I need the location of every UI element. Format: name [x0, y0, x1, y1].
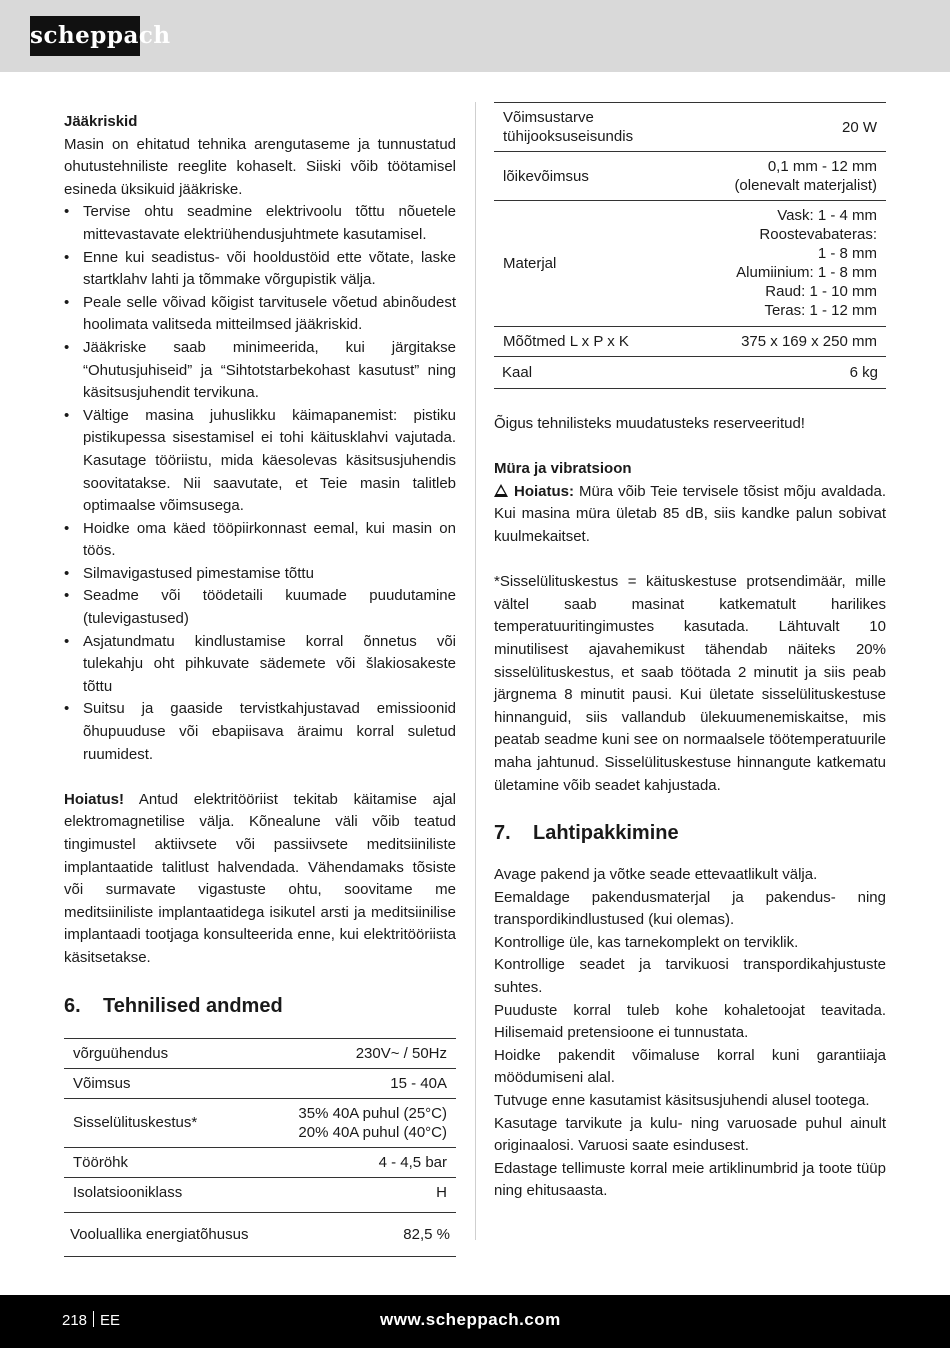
- right-column: [494, 102, 886, 1203]
- spec-value: Vask: 1 - 4 mm Roostevabateras: 1 - 8 mm Alumiinium: 1 - 8 mm Raud: 1 - 10 mm Teras: 1 - 12 mm: [736, 207, 877, 319]
- section-7-heading: [494, 819, 886, 847]
- noise-warning: [494, 481, 886, 549]
- spec-label: Vooluallika energiatõhusus: [70, 1225, 249, 1243]
- list-item: • Jääkriske saab minimeerida, kui järgitakse “Ohutusjuhiseid” ja “Sihtotstarbekohast kasutust” ning käsitsusjuhendit tervikuna.: [64, 337, 456, 405]
- scheppach-logo: scheppach: [30, 16, 140, 56]
- footer-separator: [93, 1311, 94, 1327]
- noise-warning-text: Müra võib Teie tervisele tõsist mõju avaldada. Kui masina müra ületab 85 dB, siis kandke palun sobivat kuulmekaitset.: [494, 482, 886, 545]
- table-row: [64, 1098, 456, 1147]
- unpack-step: Kontrollige seadet ja tarvikuosi transpordikahjustuste suhtes.: [494, 956, 886, 997]
- table-row: [494, 357, 886, 389]
- unpack-step: Hoidke pakendit võimaluse korral kuni garantiiaja möödumiseni alal.: [494, 1046, 886, 1087]
- section-title: Tehnilised andmed: [103, 994, 283, 1017]
- column-divider: [475, 102, 476, 1240]
- list-item: • Seadme või töödetaili kuumade puudutamine (tulevigastused): [64, 585, 456, 630]
- risks-list: [64, 201, 456, 766]
- section-title: Lahtipakkimine: [533, 822, 679, 845]
- spec-value: 15 - 40A: [390, 1074, 447, 1092]
- page-number-value: 218: [62, 1312, 88, 1329]
- list-item: • Vältige masina juhuslikku käimapanemist: pistiku pistikupessa sisestamisel ei tohi käitusklahvi vajutada. Kasutage tööriistu, mida käesolevas käsitsusjuhendis soovitatakse. Nii saavutate, et Teie masin talitleb optimaalse võimsusega.: [64, 405, 456, 518]
- language-code: EE: [100, 1312, 121, 1329]
- spec-value: 20 W: [841, 118, 877, 136]
- table-row: [64, 1147, 456, 1177]
- duty-cycle-note: *Sisselülituskestus = käituskestuse protsendimäär, mille vältel saab masinat katkematult harilikes temperatuuritingimustes kasutada. Lähtuvalt 10 minutilisest ajavahemikust tähendab näiteks 20% sisselülituskestus, et saab töötada 2 minutit ja siis peab järgnema 8 minutit pausi. Kui ületate sisselülituskestuse hinnanguid, siis vallandub ülekuumenemiskaitse, mis peatab seadme kuni see on normaalsele töötemperatuurile maha jahtunud. Sisselülituskestuse hinnangute katkematu ületamine võib seadet kahjustada.: [494, 573, 886, 794]
- noise-title: Müra ja vibratsioon: [494, 460, 632, 478]
- spec-label: Mõõtmed L x P x K: [503, 333, 629, 350]
- spec-label: Kaal: [502, 364, 533, 381]
- list-item: • Enne kui seadistus- või hooldustöid ette võtate, laske startklahv lahti ja tõmmake võrgupistik välja.: [64, 247, 456, 292]
- list-item: • Suitsu ja gaaside tervistkahjustavad emissioonid õhupuuduse või ebapiisava äraimu korral suletud ruumidest.: [64, 698, 456, 766]
- warning-label: Hoiatus!: [64, 790, 124, 808]
- risks-title: Jääkriskid: [64, 113, 138, 130]
- page-number: [62, 1310, 120, 1332]
- unpack-step: Eemaldage pakendusmaterjal ja pakendus- ning transpordikindlustused (kui olemas).: [494, 888, 886, 929]
- section-number: 6.: [64, 994, 81, 1017]
- spec-value: 230V~ / 50Hz: [355, 1044, 447, 1062]
- spec-label: Võimsus: [73, 1074, 131, 1092]
- spec-label: Tööröhk: [73, 1153, 129, 1171]
- spec-value: 35% 40A puhul (25°C) 20% 40A puhul (40°C): [298, 1104, 447, 1141]
- table-row: [64, 1068, 456, 1098]
- section-6-heading: [64, 992, 456, 1020]
- spec-label: Sisselülituskestus*: [73, 1114, 198, 1132]
- list-item: • Tervise ohtu seadmine elektrivoolu tõttu nõuetele mittevastavate elektriühendusjuhtmete kasutamisel.: [64, 201, 456, 246]
- risks-intro: Masin on ehitatud tehnika arengutaseme ja tunnustatud ohutustehniliste reeglite kohaselt. Siiski võib töötamisel esineda üksikuid jääkriske.: [64, 135, 456, 198]
- table-row: [64, 1212, 456, 1256]
- spec-label: võrguühendus: [73, 1044, 169, 1062]
- unpack-step: Kontrollige üle, kas tarnekomplekt on terviklik.: [494, 933, 799, 951]
- left-column: [64, 111, 456, 1257]
- warning-triangle-icon: [494, 484, 508, 497]
- header-bar: [0, 0, 950, 72]
- list-item: • Asjatundmatu kindlustamise korral õnnetus või tulekahju oht pihkuvate sädemete või šlakiosakeste tõttu: [64, 631, 456, 699]
- list-item: • Hoidke oma käed tööpiirkonnast eemal, kui masin on töös.: [64, 518, 456, 563]
- section-number: 7.: [494, 822, 511, 845]
- unpack-step: Kasutage tarvikute ja kulu- ning varuosade puhul ainult originaalosi. Varuosi saate esindusest.: [494, 1114, 886, 1155]
- spec-label: Võimsustarve tühijooksuseisundis: [503, 109, 634, 145]
- spec-label: lõikevõimsus: [503, 167, 589, 185]
- footer-bar: [0, 1295, 950, 1348]
- list-item: • Peale selle võivad kõigist tarvitusele võetud abinõudest hoolimata valitseda mitteilmsed jääkriskid.: [64, 292, 456, 337]
- list-item: • Silmavigastused pimestamise tõttu: [64, 563, 456, 586]
- spec-value: 0,1 mm - 12 mm (olenevalt materjalist): [734, 158, 877, 194]
- noise-warning-label: Hoiatus:: [514, 482, 574, 500]
- table-row: [494, 327, 886, 357]
- reserve-note: Õigus tehnilisteks muudatusteks reserveeritud!: [494, 415, 805, 432]
- unpack-step: Puuduste korral tuleb kohe kohaletoojat teavitada. Hilisemaid pretensioone ei tunnustata.: [494, 1001, 886, 1042]
- unpack-step: Tutvuge enne kasutamist käsitsusjuhendi alusel tootega.: [494, 1092, 870, 1110]
- tech-specs-table: [64, 1038, 456, 1257]
- table-row: [64, 1038, 456, 1068]
- table-row: [64, 1177, 456, 1212]
- spec-label: Materjal: [503, 255, 557, 272]
- spec-value: 375 x 169 x 250 mm: [741, 333, 877, 350]
- emf-warning: [64, 789, 456, 970]
- warning-text: Antud elektritööriist tekitab käitamise ajal elektromagnetilise välja. Kõnealune väli võib teatud tingimustel aktiivsete või passiivsete meditsiiniliste implantaatide talitlust halvendada. Vähendamaks tõsiste või surmavate vigastuste ohtu, soovitame me meditsiiniliste implantaatidega isikutel arsti ja meditsiinilise implantaadi tootjaga konsulteerida enne, kui elektritööriista käsitsetakse.: [64, 790, 456, 966]
- spec-label: Isolatsiooniklass: [73, 1183, 183, 1201]
- spec-value: 6 kg: [849, 364, 878, 381]
- unpack-step: Avage pakend ja võtke seade ettevaatlikult välja.: [494, 866, 818, 884]
- spec-value: 4 - 4,5 bar: [378, 1153, 447, 1171]
- tech-specs-table-continued: [494, 102, 886, 389]
- table-row: [494, 103, 886, 152]
- unpack-step: Edastage tellimuste korral meie artiklinumbrid ja toote tüüp ning ehitusaasta.: [494, 1159, 886, 1200]
- spec-value: 82,5 %: [403, 1225, 450, 1243]
- table-row: [494, 201, 886, 327]
- spec-value: H: [436, 1183, 447, 1201]
- table-row: [494, 152, 886, 201]
- website-link[interactable]: www.scheppach.com: [380, 1310, 561, 1329]
